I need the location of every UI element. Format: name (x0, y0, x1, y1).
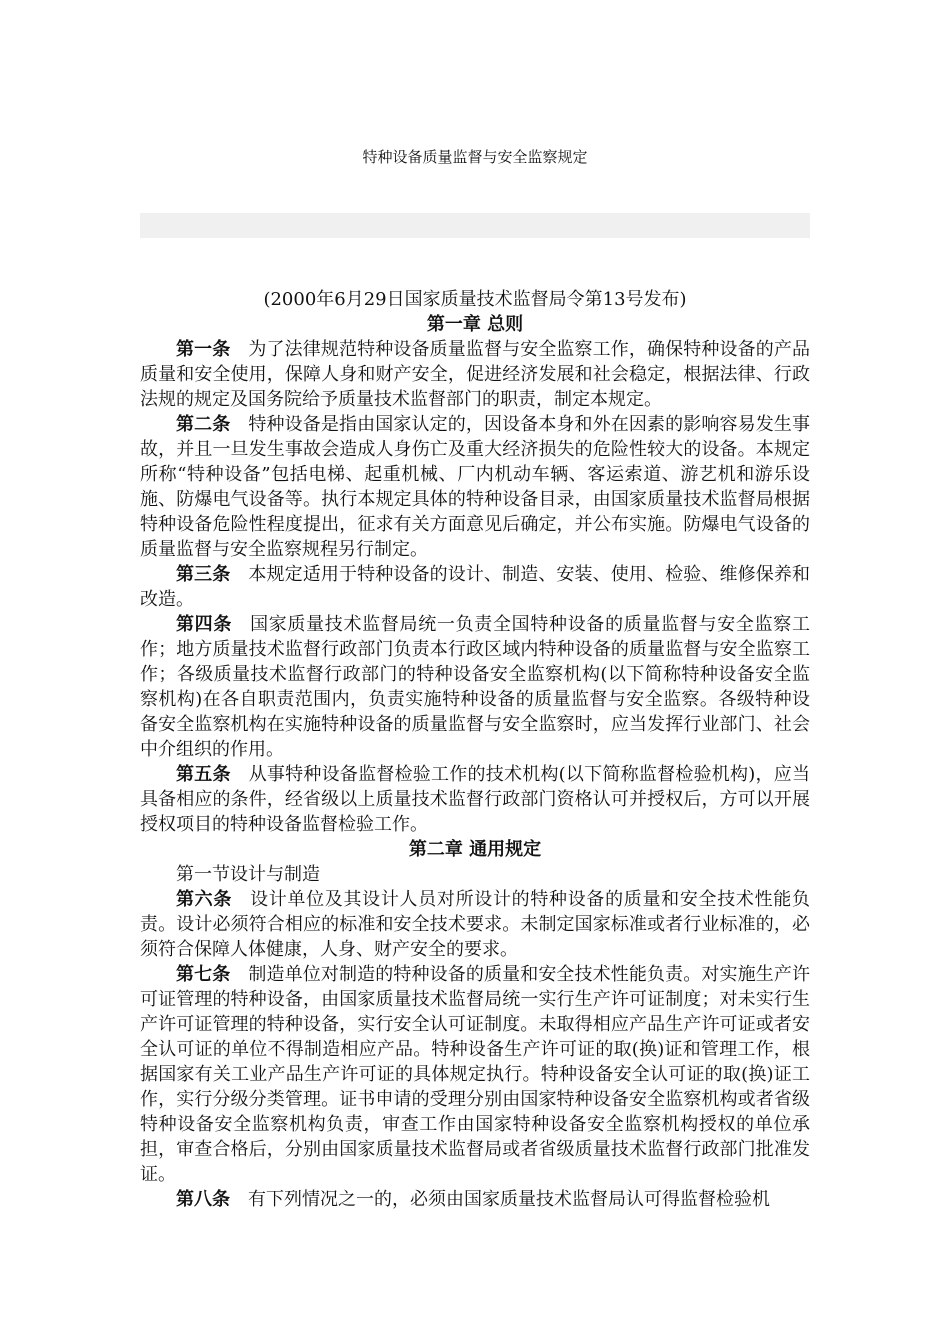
article-text: 国家质量技术监督局统一负责全国特种设备的质量监督与安全监察工作；地方质量技术监督行政部门负责本行政区域内特种设备的质量监督与安全监察工作；各级质量技术监督行政部门的特种设备安全监察机构(以下简称特种设备安全监察机构)在各自职责范围内，负责实施特种设备的质量监督与安全监察。各级特种设备安全监察机构在实施特种设备的质量监督与安全监察时，应当发挥行业部门、社会中介组织的作用。 (140, 614, 810, 760)
article-3 (140, 562, 810, 612)
article-text: 从事特种设备监督检验工作的技术机构(以下简称监督检验机构)，应当具备相应的条件，经省级以上质量技术监督行政部门资格认可并授权后，方可以开展授权项目的特种设备监督检验工作。 (140, 764, 810, 835)
document-title: 特种设备质量监督与安全监察规定 (362, 148, 588, 166)
shaded-banner (140, 213, 810, 238)
publish-note: (2000年6月29日国家质量技术监督局令第13号发布) (263, 289, 687, 310)
article-text: 设计单位及其设计人员对所设计的特种设备的质量和安全技术性能负责。设计必须符合相应的标准和安全技术要求。未制定国家标准或者行业标准的，必须符合保障人体健康，人身、财产安全的要求。 (140, 889, 810, 960)
article-text: 特种设备是指由国家认定的，因设备本身和外在因素的影响容易发生事故，并且一旦发生事故会造成人身伤亡及重大经济损失的危险性较大的设备。本规定所称“特种设备”包括电梯、起重机械、厂内机动车辆、客运索道、游艺机和游乐设施、防爆电气设备等。执行本规定具体的特种设备目录，由国家质量技术监督局根据特种设备危险性程度提出，征求有关方面意见后确定，并公布实施。防爆电气设备的质量监督与安全监察规程另行制定。 (140, 414, 811, 560)
article-5 (140, 762, 810, 837)
section-1-heading: 第一节设计与制造 (176, 864, 320, 885)
article-number: 第一条 (176, 339, 231, 360)
article-number: 第六条 (176, 889, 233, 910)
article-text: 制造单位对制造的特种设备的质量和安全技术性能负责。对实施生产许可证管理的特种设备，由国家质量技术监督局统一实行生产许可证制度；对未实行生产许可证管理的特种设备，实行安全认可证制度。未取得相应产品生产许可证或者安全认可证的单位不得制造相应产品。特种设备生产许可证的取(换)证和管理工作，根据国家有关工业产品生产许可证的具体规定执行。特种设备安全认可证的取(换)证工作，实行分级分类管理。证书申请的受理分别由国家特种设备安全监察机构或者省级特种设备安全监察机构负责，审查工作由国家特种设备安全监察机构授权的单位承担，审查合格后，分别由国家质量技术监督局或者省级质量技术监督行政部门批准发证。 (140, 964, 811, 1185)
article-number: 第八条 (176, 1189, 230, 1210)
article-1 (140, 337, 810, 412)
article-text: 为了法律规范特种设备质量监督与安全监察工作，确保特种设备的产品质量和安全使用，保障人身和财产安全，促进经济发展和社会稳定，根据法律、行政法规的规定及国务院给予质量技术监督部门的职责，制定本规定。 (140, 339, 811, 410)
article-number: 第五条 (176, 764, 231, 785)
chapter-2-heading: 第二章 通用规定 (408, 839, 542, 860)
article-7 (140, 962, 810, 1187)
article-text: 有下列情况之一的，必须由国家质量技术监督局认可得监督检验机 (248, 1189, 770, 1210)
document-body (140, 287, 810, 1212)
article-8 (140, 1187, 810, 1212)
article-number: 第七条 (176, 964, 231, 985)
article-6 (140, 887, 810, 962)
article-number: 第二条 (176, 414, 231, 435)
article-text: 本规定适用于特种设备的设计、制造、安装、使用、检验、维修保养和改造。 (140, 564, 811, 610)
article-number: 第三条 (176, 564, 231, 585)
article-number: 第四条 (176, 614, 233, 635)
chapter-1-heading: 第一章 总则 (426, 314, 524, 335)
article-4 (140, 612, 810, 762)
article-2 (140, 412, 810, 562)
